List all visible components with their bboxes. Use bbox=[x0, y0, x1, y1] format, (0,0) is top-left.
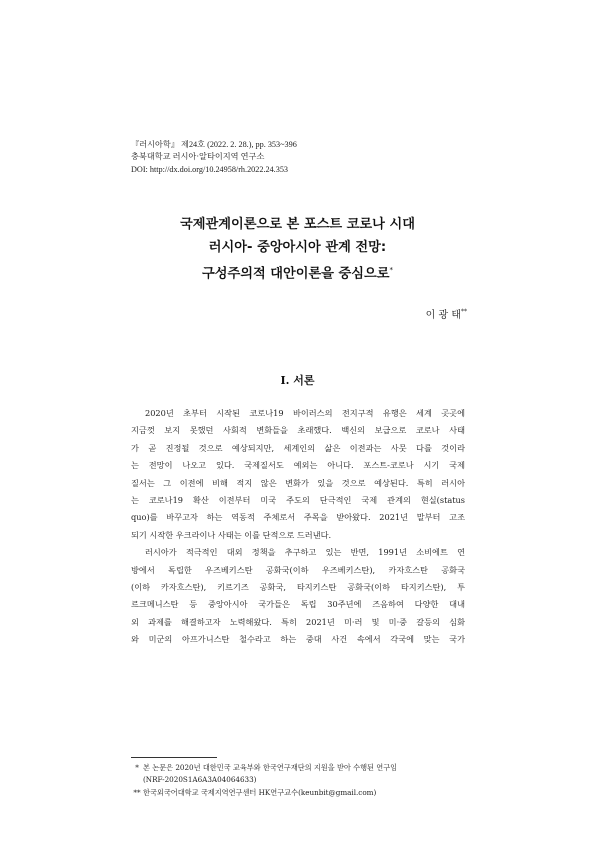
footnote-1-mark: * bbox=[135, 763, 139, 772]
author-name bbox=[426, 306, 467, 321]
paper-title bbox=[0, 214, 595, 286]
footnote-2-mark: ** bbox=[133, 787, 141, 797]
body-line: 되기 시작한 우크라이나 사태는 이를 단적으로 드러낸다. bbox=[131, 529, 332, 540]
body-line: quo)를 바꾸고자 하는 역동적 주체로서 주목을 받아왔다. 2021년 말부터 고조 bbox=[131, 512, 465, 523]
publication-info bbox=[131, 139, 297, 176]
body-line: 외 과제를 해결하고자 노력해왔다. 특히 2021년 미·러 및 미·중 갈등의 심화 bbox=[131, 616, 465, 627]
footnote-2 bbox=[131, 787, 471, 799]
body-line: 는 코로나19 확산 이전부터 미국 주도의 단극적인 국제 관계의 현실(status bbox=[131, 495, 465, 506]
publisher-institute: 충북대학교 러시아·알타이지역 연구소 bbox=[131, 152, 265, 162]
journal-citation: 『러시아학』 제24호 (2022. 2. 28.), pp. 353~396 bbox=[131, 140, 297, 149]
footnote-2-text: 한국외국어대학교 국제지역연구센터 HK연구교수(keunbit@gmail.com) bbox=[143, 787, 377, 797]
body-line: 와 미군의 아프가니스탄 철수라고 하는 중대 사건 속에서 각국에 맞는 국가 bbox=[131, 634, 465, 645]
footnote-1 bbox=[131, 762, 471, 774]
author-footnote-mark: ** bbox=[461, 308, 467, 316]
body-line: 는 전망이 나오고 있다. 국제질서도 예외는 아니다. 포스트-코로나 시기 국제 bbox=[131, 460, 465, 471]
title-line-3-text: 구성주의적 대안이론을 중심으로 bbox=[201, 266, 390, 282]
title-footnote-mark: * bbox=[389, 266, 394, 274]
footnotes bbox=[131, 762, 471, 799]
body-line: 2020년 초부터 시작된 코로나19 바이러스의 전지구적 유행은 세계 곳곳에 bbox=[145, 408, 465, 418]
section-heading: Ⅰ. 서론 bbox=[280, 374, 315, 387]
title-line-1: 국제관계이론으로 본 포스트 코로나 시대 bbox=[180, 217, 415, 232]
body-line: 질서는 그 이전에 비해 적지 않은 변화가 있을 것으로 예상된다. 특히 러시아 bbox=[131, 477, 465, 488]
footnote-divider bbox=[131, 757, 217, 758]
doi-line: DOI: http://dx.doi.org/10.24958/rh.2022.24.353 bbox=[131, 164, 289, 174]
body-text bbox=[131, 405, 465, 649]
body-line: (이하 카자흐스탄), 키르기즈 공화국, 타지키스탄 공화국(이하 타지키스탄), 투 bbox=[131, 582, 465, 593]
title-line-2: 러시아- 중앙아시아 관계 전망: bbox=[208, 239, 387, 255]
body-line: 르크메니스탄 등 중앙아시아 국가들은 독립 30주년에 즈음하여 다양한 대내 bbox=[131, 599, 465, 610]
body-line: 러시아가 적극적인 대외 정책을 추구하고 있는 반면, 1991년 소비에트 연 bbox=[145, 547, 465, 558]
body-line: 가 곧 진정될 것으로 예상되지만, 세계인의 삶은 이전과는 사뭇 다를 것이라 bbox=[131, 442, 465, 453]
title-line-3 bbox=[0, 259, 595, 286]
footnote-1-text: 본 논문은 2020년 대한민국 교육부와 한국연구재단의 지원을 받아 수행된 연구임 bbox=[143, 763, 398, 772]
author-name-text: 이 광 태 bbox=[425, 310, 461, 321]
body-line: 방에서 독립한 우즈베키스탄 공화국(이하 우즈베키스탄), 카자흐스탄 공화국 bbox=[131, 564, 465, 575]
body-line: 지금껏 보지 못했던 사회적 변화들을 초래했다. 백신의 보급으로 코로나 사태 bbox=[131, 425, 465, 436]
footnote-1-grant-number: (NRF-2020S1A6A3A04064633) bbox=[143, 775, 257, 785]
